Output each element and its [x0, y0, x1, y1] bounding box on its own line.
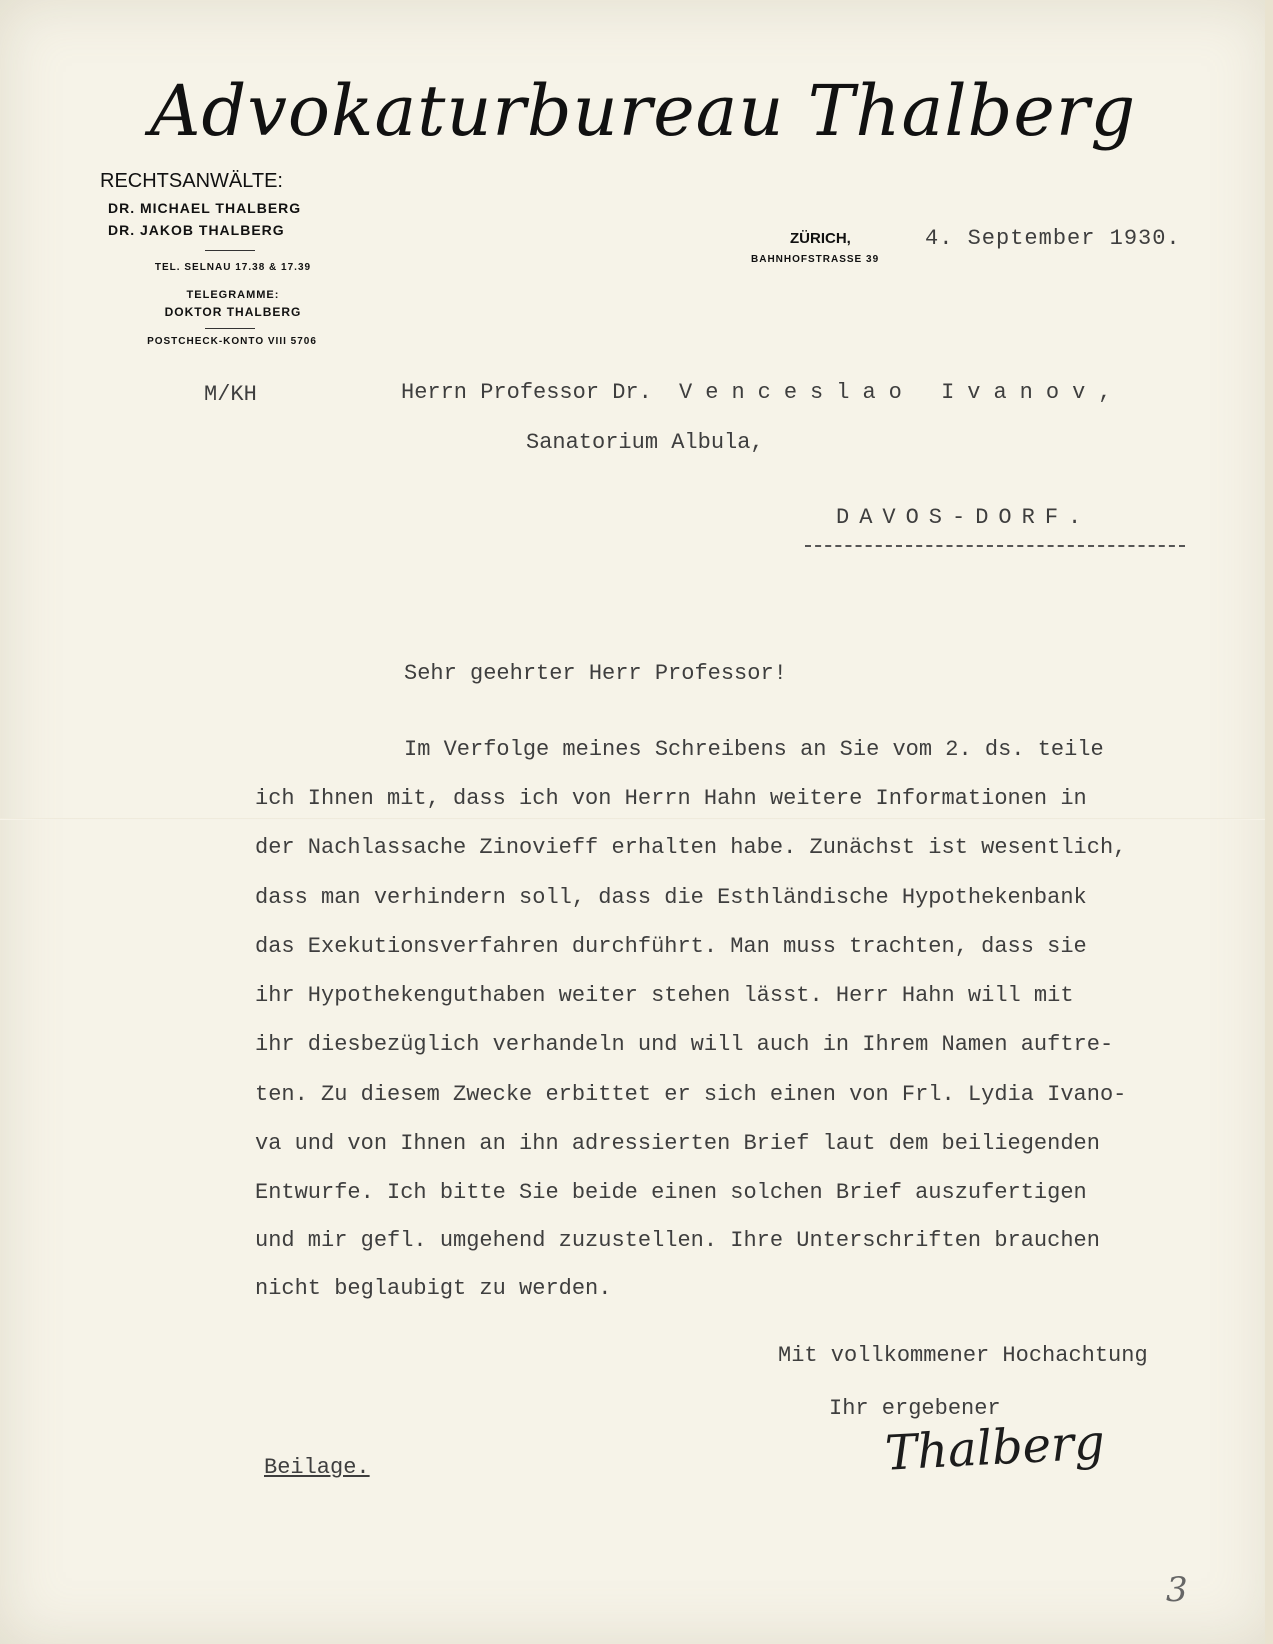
recipient-name: Venceslao Ivanov,	[679, 380, 1125, 405]
body-line: ten. Zu diesem Zwecke erbittet er sich einen von Frl. Lydia Ivano-	[255, 1082, 1127, 1107]
closing-phrase-2: Ihr ergebener	[829, 1396, 1001, 1421]
body-line: va und von Ihnen an ihn adressierten Brief laut dem beiliegenden	[255, 1131, 1100, 1156]
lawyer-name: DR. JAKOB THALBERG	[108, 222, 285, 238]
closing-phrase: Mit vollkommener Hochachtung	[778, 1343, 1148, 1368]
handwritten-signature: Thalberg	[883, 1414, 1107, 1482]
body-line: ihr Hypothekenguthaben weiter stehen lässt. Herr Hahn will mit	[255, 983, 1074, 1008]
body-line: und mir gefl. umgehend zuzustellen. Ihre Unterschriften brauchen	[255, 1228, 1100, 1253]
postcheck-account: POSTCHECK-KONTO VIII 5706	[147, 336, 317, 347]
telegram-address: DOKTOR THALBERG	[164, 305, 302, 319]
body-line: Im Verfolge meines Schreibens an Sie vom 2. ds. teile	[404, 737, 1104, 762]
body-line: das Exekutionsverfahren durchführt. Man muss trachten, dass sie	[255, 934, 1087, 959]
divider	[205, 328, 255, 329]
body-line: ich Ihnen mit, dass ich von Herrn Hahn weitere Informationen in	[255, 786, 1087, 811]
letter-date: 4. September 1930.	[925, 226, 1181, 251]
enclosure-note: Beilage.	[264, 1455, 370, 1480]
reference-code: M/KH	[204, 382, 257, 407]
divider	[205, 250, 255, 251]
salutation: Sehr geehrter Herr Professor!	[404, 661, 787, 686]
recipient-place: Sanatorium Albula,	[526, 430, 764, 455]
lawyer-name: DR. MICHAEL THALBERG	[108, 200, 302, 216]
firm-logo-script: Advokaturbureau Thalberg	[150, 70, 1137, 152]
telephone-line: TEL. SELNAU 17.38 & 17.39	[154, 262, 312, 273]
body-line: der Nachlassache Zinovieff erhalten habe. Zunächst ist wesentlich,	[255, 835, 1127, 860]
body-line: dass man verhindern soll, dass die Esthländische Hypothekenbank	[255, 885, 1087, 910]
paper-edge	[1265, 0, 1273, 1644]
recipient-line	[401, 380, 1124, 405]
recipient-town: DAVOS-DORF.	[836, 505, 1092, 530]
body-line: nicht beglaubigt zu werden.	[255, 1276, 612, 1301]
letterhead-city: ZÜRICH,	[790, 230, 851, 247]
letterhead-street: BAHNHOFSTRASSE 39	[751, 254, 880, 265]
address-underline	[805, 545, 1185, 547]
paper-fold	[0, 818, 1273, 820]
telegram-label: TELEGRAMME:	[186, 289, 280, 301]
recipient-title: Herrn Professor Dr.	[401, 380, 652, 405]
page-number: 3	[1166, 1570, 1188, 1610]
body-line: ihr diesbezüglich verhandeln und will auch in Ihrem Namen auftre-	[255, 1032, 1114, 1057]
lawyers-label: RECHTSANWÄLTE:	[100, 170, 283, 192]
body-line: Entwurfe. Ich bitte Sie beide einen solchen Brief auszufertigen	[255, 1180, 1087, 1205]
